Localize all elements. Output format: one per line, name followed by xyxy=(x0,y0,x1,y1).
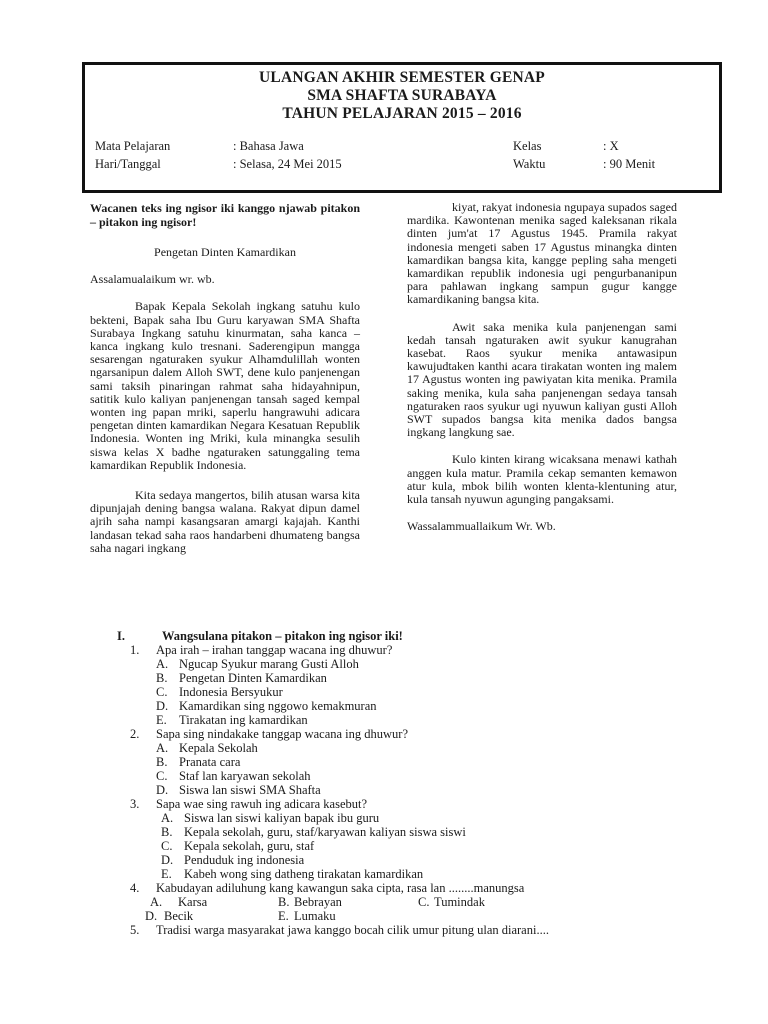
option-letter: C. xyxy=(156,769,168,783)
speech-greeting: Assalamualaikum wr. wb. xyxy=(90,272,215,287)
speech-closing: Wassalammuallaikum Wr. Wb. xyxy=(407,519,556,534)
option-text: Kepala Sekolah xyxy=(179,741,258,755)
question-number: 1. xyxy=(130,643,140,657)
subject-value: : Bahasa Jawa xyxy=(233,139,304,153)
option-text: Indonesia Bersyukur xyxy=(179,685,283,699)
exam-header xyxy=(82,62,722,193)
option-letter: D. xyxy=(156,699,169,713)
reading-right-column xyxy=(407,201,677,533)
option-letter: C. xyxy=(418,895,430,909)
option-text: Lumaku xyxy=(294,909,336,923)
option-letter: E. xyxy=(161,867,172,881)
paragraph-2: Kita sedaya mangertos, bilih atusan warsa kita dipunjajah dening bangsa walana. Rakyat dipun damel ajrih saha nampi kasangsaran amargi kajajah. Kanthi landasan tekad saha raos handarbeni dhumateng bangsa saha nagari ingkang xyxy=(90,488,360,555)
section-instruction: Wangsulana pitakon – pitakon ing ngisor iki! xyxy=(162,629,403,643)
school-name: SMA SHAFTA SURABAYA xyxy=(307,87,497,104)
option-letter: B. xyxy=(156,755,168,769)
option-text: Kamardikan sing nggowo kemakmuran xyxy=(179,699,377,713)
option-letter: B. xyxy=(278,895,290,909)
option-letter: B. xyxy=(156,671,168,685)
option-letter: B. xyxy=(161,825,173,839)
day-value: : Selasa, 24 Mei 2015 xyxy=(233,157,342,171)
exam-title: ULANGAN AKHIR SEMESTER GENAP xyxy=(259,69,545,86)
question-text: Apa irah – irahan tanggap wacana ing dhuwur? xyxy=(156,643,393,657)
paragraph-2-continued: kiyat, rakyat indonesia ngupaya supados saged mardika. Kawontenan menika saged kaleksanan rikala dinten jum'at 17 Agustus 1945. Pramila rakyat indonesia mengeti saben 17 Agustus minangka dinten kamardikan bangsa kita, kangge pepling saha mengeti kamardikan republik indonesia ugi pengurbananipun para pahlawan ingkang sampun gugur kangge kamardikaning bangsa kita. xyxy=(407,200,677,307)
question-text: Sapa sing nindakake tanggap wacana ing dhuwur? xyxy=(156,727,409,741)
option-letter: A. xyxy=(156,741,169,755)
question-text: Kabudayan adiluhung kang kawangun saka cipta, rasa lan ........manungsa xyxy=(156,881,525,895)
class-label: Kelas xyxy=(513,139,542,153)
reading-left-column xyxy=(90,201,360,555)
option-text: Kabeh wong sing datheng tirakatan kamardikan xyxy=(184,867,424,881)
option-text: Staf lan karyawan sekolah xyxy=(179,769,311,783)
option-letter: E. xyxy=(156,713,167,727)
option-text: Pengetan Dinten Kamardikan xyxy=(179,671,327,685)
option-text: Bebrayan xyxy=(294,895,342,909)
time-label: Waktu xyxy=(513,157,546,171)
question-number: 5. xyxy=(130,923,140,937)
option-text: Penduduk ing indonesia xyxy=(184,853,305,867)
academic-year: TAHUN PELAJARAN 2015 – 2016 xyxy=(282,105,522,122)
option-letter: D. xyxy=(156,783,169,797)
paragraph-3: Awit saka menika kula panjenengan sami kedah tansah ngaturaken awit syukur kanugrahan kasebat. Raos syukur menika antawasipun kawujudtaken kanthi acara tirakatan wonten ing malem 17 Agustus wonten ing pawiyatan kita menika. Pramila saking menika, kula saha panjenengan sedaya tansah ngaturaken raos syukur ugi nyuwun kaliyan gusti Alloh SWT supados bangsa kita menika dados bangsa ingkang langkung sae. xyxy=(407,319,677,440)
option-text: Pranata cara xyxy=(179,755,241,769)
option-text: Tirakatan ing kamardikan xyxy=(179,713,308,727)
option-text: Siswa lan siswi SMA Shafta xyxy=(179,783,321,797)
option-letter: C. xyxy=(156,685,168,699)
question-number: 3. xyxy=(130,797,140,811)
option-text: Kepala sekolah, guru, staf/karyawan kaliyan siswa siswi xyxy=(184,825,466,839)
option-letter: A. xyxy=(161,811,174,825)
option-text: Kepala sekolah, guru, staf xyxy=(184,839,315,853)
option-letter: A. xyxy=(150,895,163,909)
paragraph-4: Kulo kinten kirang wicaksana menawi kathah anggen kula matur. Pramila cekap semanten kemawon atur kula, mbok bilih wonten klenta-klentuning atur, kula tansah nyuwun agunging pangaksami. xyxy=(407,452,677,507)
option-letter: A. xyxy=(156,657,169,671)
question-number: 2. xyxy=(130,727,140,741)
option-text: Tumindak xyxy=(434,895,485,909)
speech-title: Pengetan Dinten Kamardikan xyxy=(154,245,296,259)
option-letter: D. xyxy=(161,853,174,867)
class-value: : X xyxy=(603,139,619,153)
option-letter: D. xyxy=(145,909,158,923)
section-numeral: I. xyxy=(117,629,125,643)
paragraph-1: Bapak Kepala Sekolah ingkang satuhu kulo bekteni, Bapak saha Ibu Guru karyawan SMA Shafta Surabaya Ingkang satuhu kinurmatan, saha kanca – kanca ingkang kulo tresnani. Saderengipun mangga sesarengan ngaturaken syukur Alhamdulillah wonten ngarsanipun dalem Alloh SWT, dene kulo panjenengan sami taksih pinaringan rahmat saha hidayahnipun, satitik kulo kaliyan panjenengan tansah saged kempal wonten ing papan mriki, saperlu hangrawuhi adicara pengetan dinten kamardikan Negara Kesatuan Republik Indonesia. Wonten ing Mriki, kula minangka sesulih siswa kelas X badhe ngaturaken satunggaling tema kamardikan Republik Indonesia. xyxy=(90,299,360,472)
option-text: Siswa lan siswi kaliyan bapak ibu guru xyxy=(184,811,380,825)
option-text: Ngucap Syukur marang Gusti Alloh xyxy=(179,657,359,671)
option-letter: C. xyxy=(161,839,173,853)
day-label: Hari/Tanggal xyxy=(95,157,161,171)
question-number: 4. xyxy=(130,881,140,895)
question-text: Sapa wae sing rawuh ing adicara kasebut? xyxy=(156,797,368,811)
option-text: Becik xyxy=(164,909,194,923)
question-text: Tradisi warga masyarakat jawa kanggo bocah cilik umur pitung ulan diarani.... xyxy=(156,923,549,937)
option-text: Karsa xyxy=(178,895,208,909)
option-letter: E. xyxy=(278,909,289,923)
reading-instruction: Wacanen teks ing ngisor iki kanggo njawab pitakon – pitakon ing ngisor! xyxy=(90,201,360,229)
time-value: : 90 Menit xyxy=(603,157,656,171)
subject-label: Mata Pelajaran xyxy=(95,139,171,153)
